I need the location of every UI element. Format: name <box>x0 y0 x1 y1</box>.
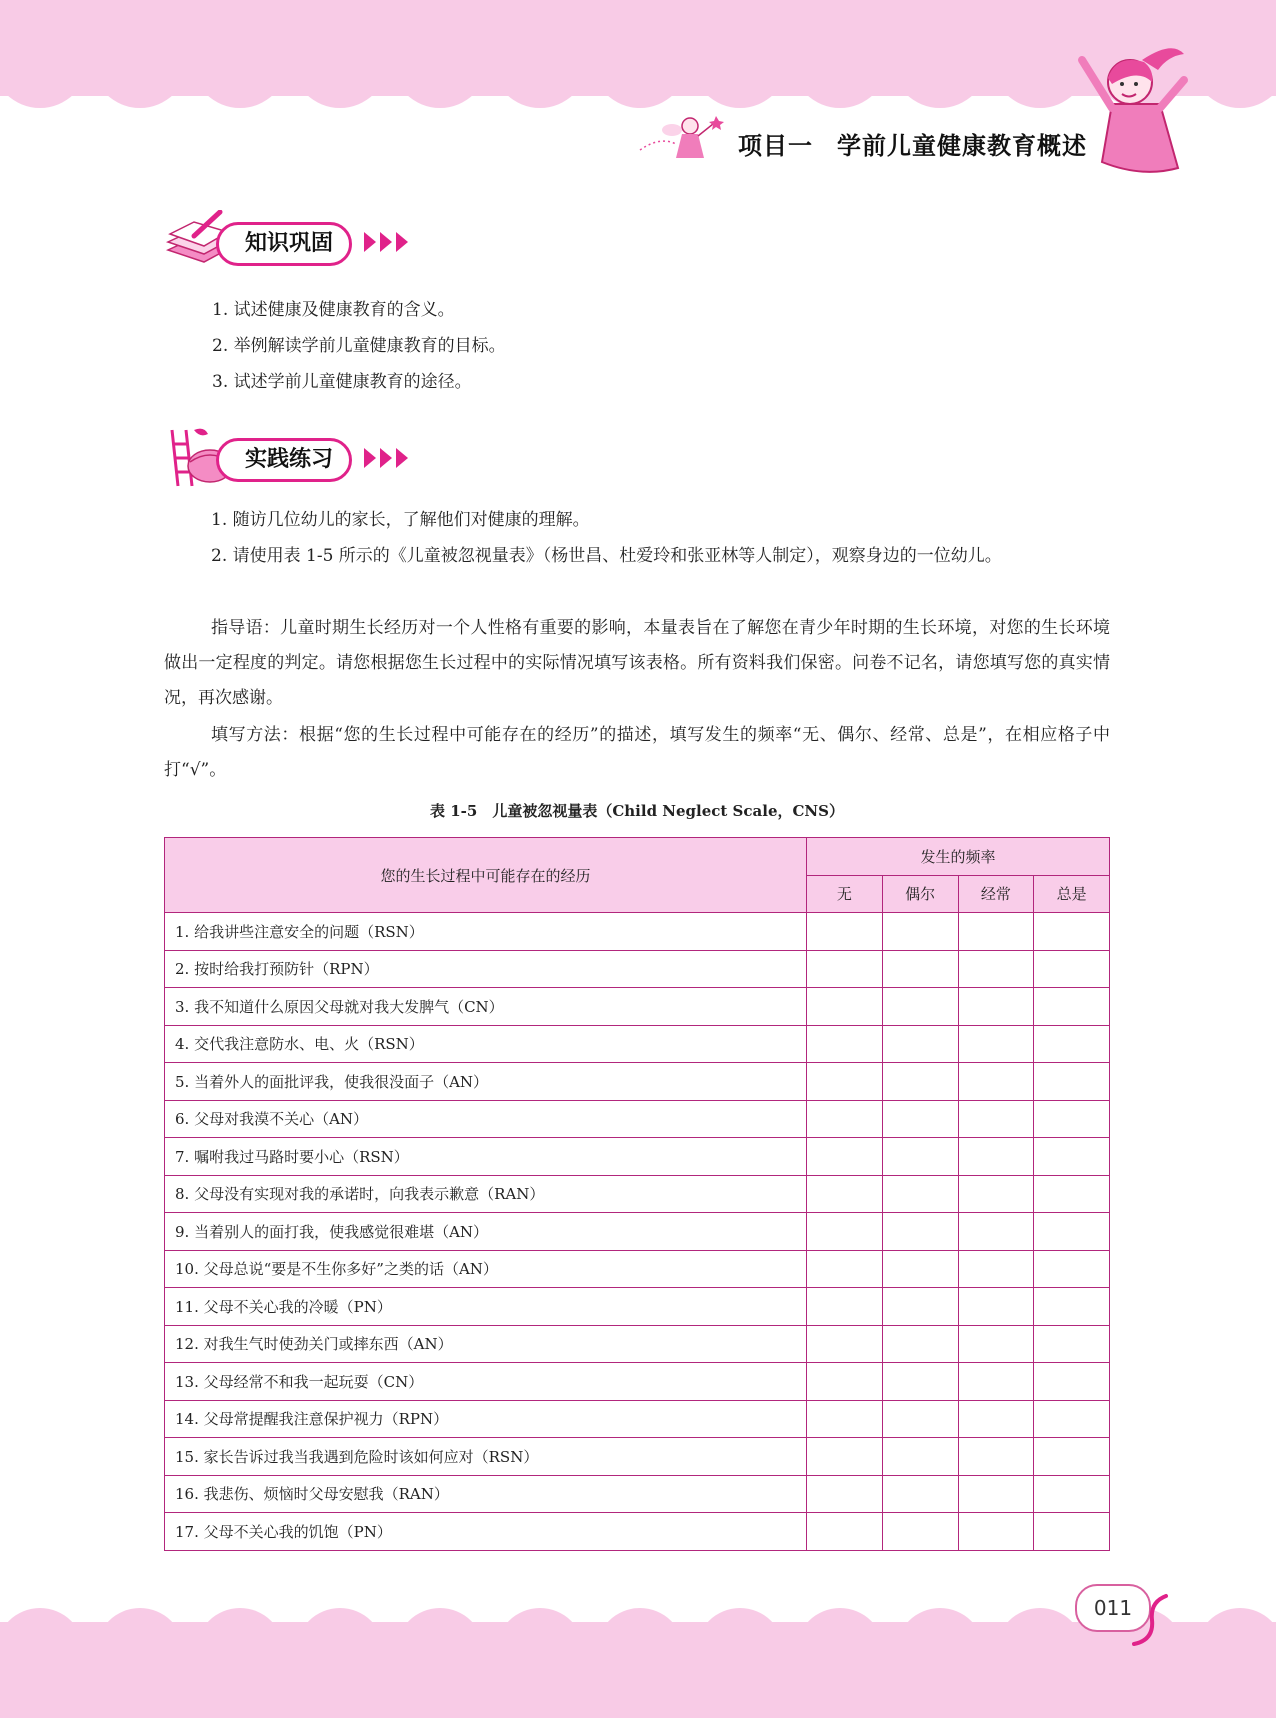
checkbox-cell-never[interactable] <box>807 1475 883 1513</box>
experience-item: 6. 父母对我漠不关心（AN） <box>165 1100 807 1138</box>
table-row <box>165 1325 1110 1363</box>
checkbox-cell-sometimes[interactable] <box>882 1100 958 1138</box>
girl-fairy-illustration <box>1072 40 1192 180</box>
table-row <box>165 913 1110 951</box>
experience-item: 15. 家长告诉过我当我遇到危险时该如何应对（RSN） <box>165 1438 807 1476</box>
checkbox-cell-always[interactable] <box>1034 1438 1110 1476</box>
checkbox-cell-sometimes[interactable] <box>882 988 958 1026</box>
checkbox-cell-sometimes[interactable] <box>882 1438 958 1476</box>
checkbox-cell-never[interactable] <box>807 988 883 1026</box>
chapter-header <box>738 126 1087 161</box>
checkbox-cell-never[interactable] <box>807 1288 883 1326</box>
filling-method-paragraph: 填写方法：根据“您的生长过程中可能存在的经历”的描述，填写发生的频率“无、偶尔、经常、总是”，在相应格子中打“√”。 <box>164 725 1110 780</box>
section-header-knowledge <box>164 210 444 270</box>
table-row <box>165 1363 1110 1401</box>
checkbox-cell-sometimes[interactable] <box>882 1063 958 1101</box>
checkbox-cell-always[interactable] <box>1034 1250 1110 1288</box>
table-row <box>165 1175 1110 1213</box>
freq-header-always: 总是 <box>1034 875 1110 913</box>
table-row <box>165 1025 1110 1063</box>
freq-header-often: 经常 <box>958 875 1034 913</box>
checkbox-cell-always[interactable] <box>1034 1288 1110 1326</box>
checkbox-cell-always[interactable] <box>1034 1175 1110 1213</box>
checkbox-cell-never[interactable] <box>807 1025 883 1063</box>
checkbox-cell-often[interactable] <box>958 1325 1034 1363</box>
experience-item: 12. 对我生气时使劲关门或摔东西（AN） <box>165 1325 807 1363</box>
experience-item: 17. 父母不关心我的饥饱（PN） <box>165 1513 807 1551</box>
checkbox-cell-never[interactable] <box>807 950 883 988</box>
checkbox-cell-sometimes[interactable] <box>882 1213 958 1251</box>
checkbox-cell-never[interactable] <box>807 1213 883 1251</box>
checkbox-cell-always[interactable] <box>1034 1213 1110 1251</box>
checkbox-cell-sometimes[interactable] <box>882 1288 958 1326</box>
checkbox-cell-often[interactable] <box>958 1288 1034 1326</box>
table-row <box>165 1288 1110 1326</box>
checkbox-cell-sometimes[interactable] <box>882 1513 958 1551</box>
checkbox-cell-always[interactable] <box>1034 1025 1110 1063</box>
column-header-experience: 您的生长过程中可能存在的经历 <box>165 838 807 913</box>
checkbox-cell-always[interactable] <box>1034 913 1110 951</box>
checkbox-cell-never[interactable] <box>807 1250 883 1288</box>
experience-item: 7. 嘱咐我过马路时要小心（RSN） <box>165 1138 807 1176</box>
table-row <box>165 1250 1110 1288</box>
checkbox-cell-never[interactable] <box>807 1100 883 1138</box>
experience-item: 1. 给我讲些注意安全的问题（RSN） <box>165 913 807 951</box>
table-row <box>165 988 1110 1026</box>
table-row <box>165 1063 1110 1101</box>
checkbox-cell-often[interactable] <box>958 1513 1034 1551</box>
practice-paragraph-1: 1. 随访几位幼儿的家长，了解他们对健康的理解。 <box>211 510 590 530</box>
checkbox-cell-sometimes[interactable] <box>882 1250 958 1288</box>
column-header-frequency: 发生的频率 <box>807 838 1110 876</box>
table-row <box>165 1138 1110 1176</box>
table-body <box>165 913 1110 1551</box>
checkbox-cell-always[interactable] <box>1034 1100 1110 1138</box>
checkbox-cell-sometimes[interactable] <box>882 1363 958 1401</box>
checkbox-cell-often[interactable] <box>958 1175 1034 1213</box>
checkbox-cell-never[interactable] <box>807 1438 883 1476</box>
experience-item: 8. 父母没有实现对我的承诺时，向我表示歉意（RAN） <box>165 1175 807 1213</box>
chapter-number: 项目一 <box>738 132 813 160</box>
checkbox-cell-never[interactable] <box>807 1175 883 1213</box>
checkbox-cell-always[interactable] <box>1034 1138 1110 1176</box>
practice-paragraph-2: 2. 请使用表 1-5 所示的《儿童被忽视量表》（杨世昌、杜爱玲和张亚林等人制定），观察身边的一位幼儿。 <box>211 546 1002 566</box>
checkbox-cell-sometimes[interactable] <box>882 1025 958 1063</box>
checkbox-cell-often[interactable] <box>958 1400 1034 1438</box>
section-title-knowledge: 知识巩固 <box>216 222 352 266</box>
experience-item: 4. 交代我注意防水、电、火（RSN） <box>165 1025 807 1063</box>
table-row <box>165 1475 1110 1513</box>
table-row <box>165 1100 1110 1138</box>
checkbox-cell-never[interactable] <box>807 913 883 951</box>
checkbox-cell-often[interactable] <box>958 1100 1034 1138</box>
checkbox-cell-always[interactable] <box>1034 1063 1110 1101</box>
checkbox-cell-sometimes[interactable] <box>882 950 958 988</box>
checkbox-cell-sometimes[interactable] <box>882 1138 958 1176</box>
checkbox-cell-sometimes[interactable] <box>882 1175 958 1213</box>
table-caption: 表 1-5 儿童被忽视量表（Child Neglect Scale，CNS） <box>430 802 844 820</box>
section-title-practice: 实践练习 <box>216 438 352 482</box>
section-header-practice <box>164 426 444 486</box>
list-item: 3. 试述学前儿童健康教育的途径。 <box>212 372 472 392</box>
checkbox-cell-always[interactable] <box>1034 988 1110 1026</box>
checkbox-cell-often[interactable] <box>958 950 1034 988</box>
checkbox-cell-sometimes[interactable] <box>882 913 958 951</box>
guidance-paragraph: 指导语：儿童时期生长经历对一个人性格有重要的影响，本量表旨在了解您在青少年时期的生长环境，对您的生长环境做出一定程度的判定。请您根据您生长过程中的实际情况填写该表格。所有资料我们保密。问卷不记名，请您填写您的真实情况，再次感谢。 <box>164 618 1110 708</box>
checkbox-cell-often[interactable] <box>958 1025 1034 1063</box>
table-row <box>165 1438 1110 1476</box>
table-header-row <box>165 838 1110 876</box>
checkbox-cell-often[interactable] <box>958 1138 1034 1176</box>
list-item: 2. 举例解读学前儿童健康教育的目标。 <box>212 336 506 356</box>
experience-item: 11. 父母不关心我的冷暖（PN） <box>165 1288 807 1326</box>
experience-item: 14. 父母常提醒我注意保护视力（RPN） <box>165 1400 807 1438</box>
experience-item: 3. 我不知道什么原因父母就对我大发脾气（CN） <box>165 988 807 1026</box>
table-row <box>165 1400 1110 1438</box>
knowledge-question-list <box>212 292 506 400</box>
checkbox-cell-never[interactable] <box>807 1513 883 1551</box>
table-row <box>165 950 1110 988</box>
checkbox-cell-always[interactable] <box>1034 1400 1110 1438</box>
checkbox-cell-often[interactable] <box>958 913 1034 951</box>
experience-item: 13. 父母经常不和我一起玩耍（CN） <box>165 1363 807 1401</box>
checkbox-cell-never[interactable] <box>807 1138 883 1176</box>
checkbox-cell-always[interactable] <box>1034 1363 1110 1401</box>
checkbox-cell-never[interactable] <box>807 1400 883 1438</box>
child-neglect-scale-table <box>164 837 1110 1551</box>
checkbox-cell-often[interactable] <box>958 1063 1034 1101</box>
bottom-decorative-band <box>0 1622 1276 1718</box>
triple-arrow-icon <box>362 446 412 470</box>
list-item: 1. 试述健康及健康教育的含义。 <box>212 300 455 320</box>
checkbox-cell-often[interactable] <box>958 1363 1034 1401</box>
checkbox-cell-often[interactable] <box>958 988 1034 1026</box>
chapter-title-text: 学前儿童健康教育概述 <box>837 132 1087 160</box>
checkbox-cell-never[interactable] <box>807 1363 883 1401</box>
triple-arrow-icon <box>362 230 412 254</box>
page-number: 011 <box>1075 1584 1151 1632</box>
experience-item: 2. 按时给我打预防针（RPN） <box>165 950 807 988</box>
swirl-decoration-icon <box>1130 1590 1170 1650</box>
checkbox-cell-often[interactable] <box>958 1213 1034 1251</box>
checkbox-cell-sometimes[interactable] <box>882 1325 958 1363</box>
checkbox-cell-sometimes[interactable] <box>882 1400 958 1438</box>
freq-header-sometimes: 偶尔 <box>882 875 958 913</box>
experience-item: 9. 当着别人的面打我，使我感觉很难堪（AN） <box>165 1213 807 1251</box>
checkbox-cell-always[interactable] <box>1034 1325 1110 1363</box>
checkbox-cell-always[interactable] <box>1034 1475 1110 1513</box>
experience-item: 10. 父母总说“要是不生你多好”之类的话（AN） <box>165 1250 807 1288</box>
checkbox-cell-often[interactable] <box>958 1438 1034 1476</box>
checkbox-cell-sometimes[interactable] <box>882 1475 958 1513</box>
small-fairy-illustration <box>636 108 726 168</box>
checkbox-cell-always[interactable] <box>1034 1513 1110 1551</box>
table-row <box>165 1213 1110 1251</box>
experience-item: 5. 当着外人的面批评我，使我很没面子（AN） <box>165 1063 807 1101</box>
freq-header-never: 无 <box>807 875 883 913</box>
checkbox-cell-never[interactable] <box>807 1325 883 1363</box>
checkbox-cell-often[interactable] <box>958 1250 1034 1288</box>
checkbox-cell-never[interactable] <box>807 1063 883 1101</box>
experience-item: 16. 我悲伤、烦恼时父母安慰我（RAN） <box>165 1475 807 1513</box>
table-row <box>165 1513 1110 1551</box>
checkbox-cell-often[interactable] <box>958 1475 1034 1513</box>
checkbox-cell-always[interactable] <box>1034 950 1110 988</box>
